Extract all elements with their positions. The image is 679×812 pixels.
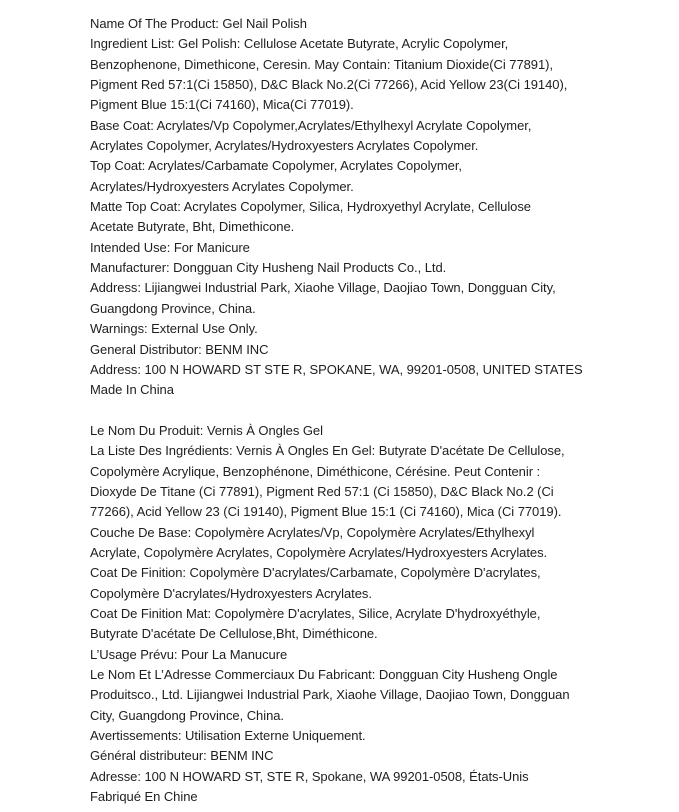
text-line: General Distributor: BENM INC	[90, 341, 269, 357]
text-line: L’Usage Prévu: Pour La Manucure	[90, 646, 288, 662]
text-line: Top Coat: Acrylates/Carbamate Copolymer, Acrylates Copolymer,	[90, 158, 462, 174]
section-french-label	[90, 421, 639, 808]
text-line: Warnings: External Use Only.	[90, 321, 258, 337]
text-line: Acrylates Copolymer, Acrylates/Hydroxyesters Acrylates Copolymer.	[90, 138, 479, 154]
text-line: Made In China	[90, 382, 174, 398]
text-line: Address: Lijiangwei Industrial Park, Xiaohe Village, Daojiao Town, Dongguan City,	[90, 280, 556, 296]
text-line: Matte Top Coat: Acrylates Copolymer, Silica, Hydroxyethyl Acrylate, Cellulose	[90, 199, 531, 215]
text-line: Copolymère Acrylique, Benzophénone, Diméthicone, Cérésine. Peut Contenir :	[90, 463, 541, 479]
text-line: Produitsco., Ltd. Lijiangwei Industrial Park, Xiaohe Village, Daojiao Town, Dongguan	[90, 687, 570, 703]
text-line: Adresse: 100 N HOWARD ST, STE R, Spokane, WA 99201-0508, États-Unis	[90, 768, 529, 784]
text-line: La Liste Des Ingrédients: Vernis À Ongles En Gel: Butyrate D'acétate De Cellulose,	[90, 443, 565, 459]
text-line: Acrylate, Copolymère Acrylates, Copolymère Acrylates/Hydroxyesters Acrylates.	[90, 544, 548, 560]
text-line: Base Coat: Acrylates/Vp Copolymer,Acrylates/Ethylhexyl Acrylate Copolymer,	[90, 117, 532, 133]
text-line: Acrylates/Hydroxyesters Acrylates Copolymer.	[90, 178, 354, 194]
text-line: Acetate Butyrate, Bht, Dimethicone.	[90, 219, 295, 235]
text-line: Pigment Blue 15:1(Ci 74160), Mica(Ci 77019).	[90, 97, 354, 113]
text-line: Fabriqué En Chine	[90, 789, 198, 805]
text-line: Le Nom Et L’Adresse Commerciaux Du Fabricant: Dongguan City Husheng Ongle	[90, 667, 558, 682]
section-english-label	[90, 14, 639, 401]
text-line: City, Guangdong Province, China.	[90, 707, 284, 723]
text-line: Coat De Finition: Copolymère D'acrylates/Carbamate, Copolymère D'acrylates,	[90, 565, 541, 581]
label-text-sections	[90, 14, 639, 807]
text-line: Address: 100 N HOWARD ST STE R, SPOKANE, WA, 99201-0508, UNITED STATES	[90, 361, 583, 377]
text-line: Coat De Finition Mat: Copolymère D'acrylates, Silice, Acrylate D'hydroxyéthyle,	[90, 605, 541, 621]
text-line: Pigment Red 57:1(Ci 15850), D&C Black No.2(Ci 77266), Acid Yellow 23(Ci 19140),	[90, 77, 568, 93]
text-line: Copolymère D'acrylates/Hydroxyesters Acrylates.	[90, 585, 372, 601]
text-line: Ingredient List: Gel Polish: Cellulose Acetate Butyrate, Acrylic Copolymer,	[90, 36, 509, 52]
text-line: Dioxyde De Titane (Ci 77891), Pigment Red 57:1 (Ci 15850), D&C Black No.2 (Ci	[90, 483, 554, 499]
text-line: Benzophenone, Dimethicone, Ceresin. May Contain: Titanium Dioxide(Ci 77891),	[90, 56, 554, 72]
text-line: Couche De Base: Copolymère Acrylates/Vp, Copolymère Acrylates/Ethylhexyl	[90, 524, 535, 540]
text-line: Guangdong Province, China.	[90, 300, 256, 316]
text-line: 77266), Acid Yellow 23 (Ci 19140), Pigment Blue 15:1 (Ci 74160), Mica (Ci 77019).	[90, 504, 562, 520]
text-line: Name Of The Product: Gel Nail Polish	[90, 16, 307, 31]
text-line: Avertissements: Utilisation Externe Uniquement.	[90, 728, 366, 744]
text-line: Le Nom Du Produit: Vernis À Ongles Gel	[90, 422, 323, 438]
text-line: Manufacturer: Dongguan City Husheng Nail Products Co., Ltd.	[90, 260, 447, 276]
text-line: Butyrate D'acétate De Cellulose,Bht, Diméthicone.	[90, 626, 378, 642]
text-line: Intended Use: For Manicure	[90, 239, 250, 255]
text-line: Général distributeur: BENM INC	[90, 748, 274, 764]
